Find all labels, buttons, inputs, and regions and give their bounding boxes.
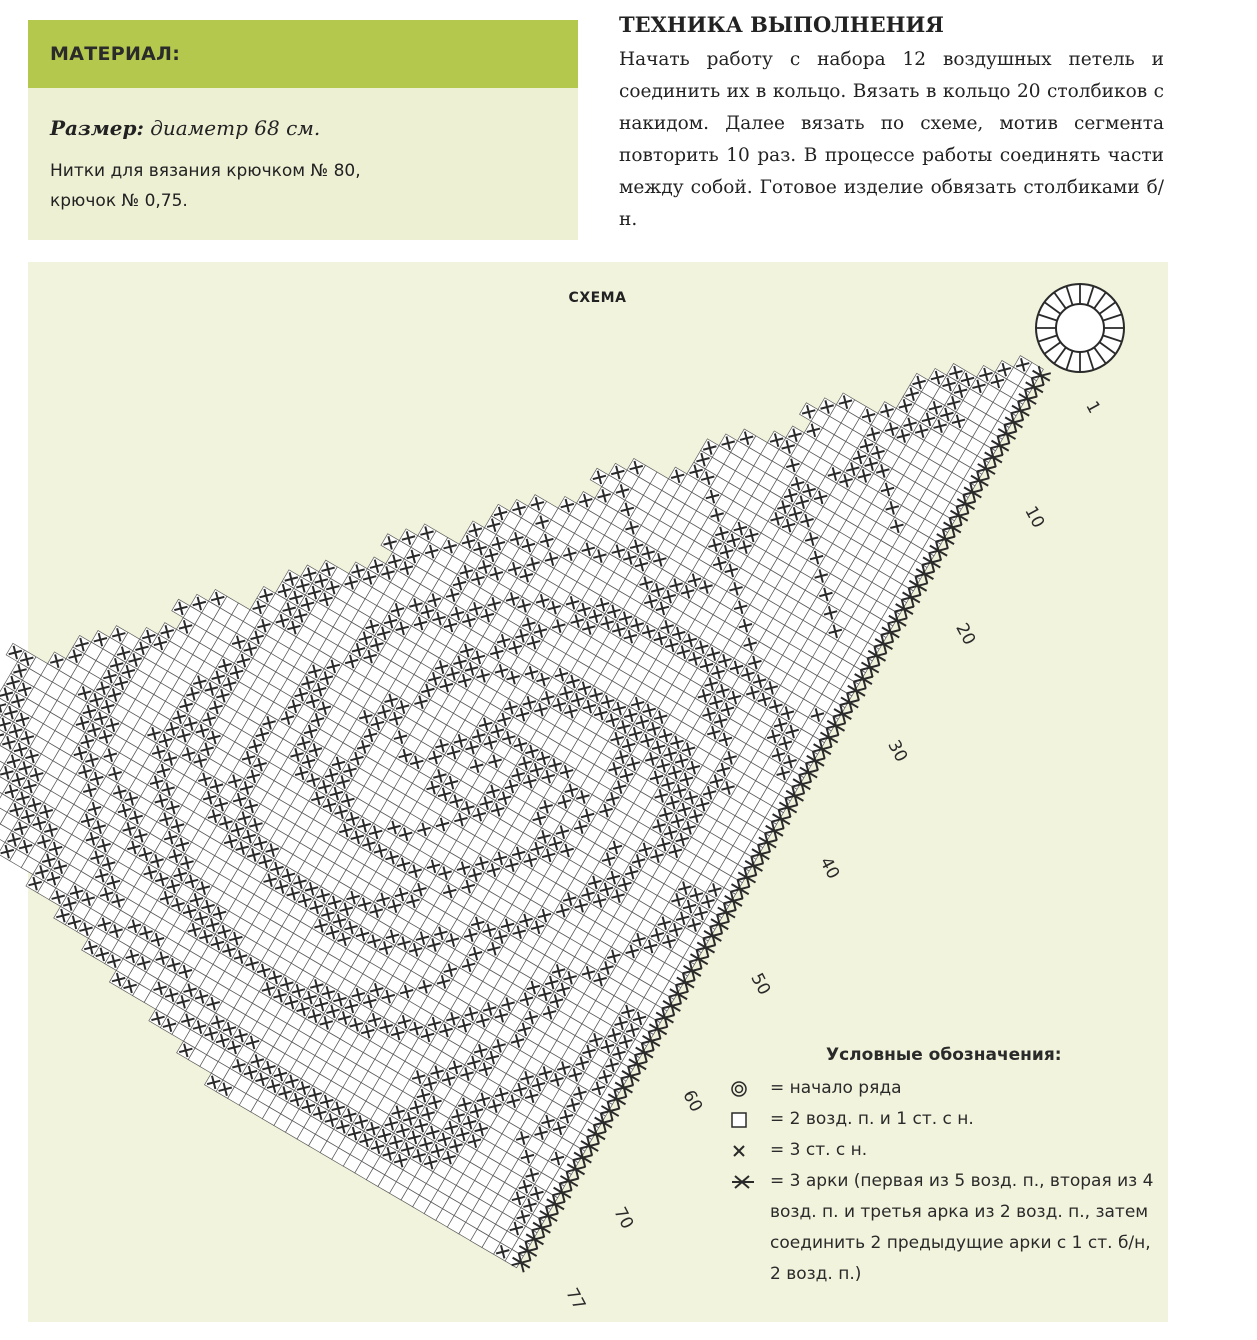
row-label: 50 — [746, 970, 775, 999]
row-label: 60 — [678, 1087, 707, 1116]
arch-cross-icon — [730, 1166, 770, 1290]
technique-title: ТЕХНИКА ВЫПОЛНЕНИЯ — [619, 12, 944, 37]
size-value: диаметр 68 см. — [150, 116, 321, 140]
row-label: 20 — [951, 620, 980, 649]
legend-text: = 3 арки (первая из 5 возд. п., вторая из 4 возд. п. и третья арка из 2 возд. п., затем соединить 2 предыдущие арки с 1 ст. б/н, 2 возд. п.) — [770, 1171, 1154, 1284]
legend-text: = 3 ст. с н. — [770, 1140, 868, 1160]
legend-title: Условные обозначения: — [826, 1045, 1062, 1065]
legend — [730, 1045, 1160, 1290]
row-label: 70 — [609, 1204, 638, 1233]
row-label: 10 — [1020, 503, 1049, 532]
material-header: МАТЕРИАЛ: — [28, 20, 578, 88]
legend-item — [730, 1135, 1160, 1166]
row-label: 40 — [815, 854, 844, 883]
square-icon — [730, 1104, 770, 1135]
size-label: Размер: — [50, 116, 144, 140]
legend-item — [730, 1104, 1160, 1135]
row-label: 30 — [883, 737, 912, 766]
row-label: 77 — [561, 1285, 590, 1314]
technique-text: Начать работу с набора 12 воздушных петель и соединить их в кольцо. Вязать в кольцо 20 столбиков с накидом. Далее вязать по схеме, мотив сегмента повторить 10 раз. В процессе работы соединять части между собой. Готовое изделие обвязать столбиками б/н. — [619, 49, 1164, 230]
scheme-title: СХЕМА — [568, 290, 627, 306]
legend-item — [730, 1073, 1160, 1104]
legend-text: = начало ряда — [770, 1078, 902, 1098]
legend-item — [730, 1166, 1160, 1290]
legend-text: = 2 возд. п. и 1 ст. с н. — [770, 1109, 974, 1129]
cross-icon — [730, 1135, 770, 1166]
material-threads: Нитки для вязания крючком № 80, крючок № 0,75. — [50, 161, 361, 211]
start-ring-icon — [1036, 284, 1124, 372]
ring-icon — [730, 1073, 770, 1104]
row-label: 1 — [1081, 398, 1105, 417]
